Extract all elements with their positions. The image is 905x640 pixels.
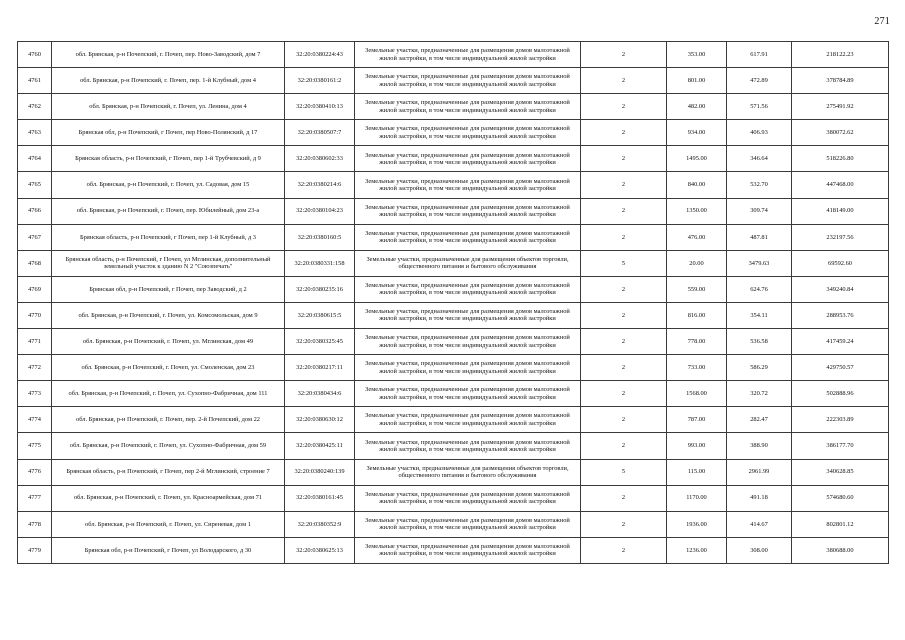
cadastral-number-cell: 32:20:0380214:6 <box>285 172 355 198</box>
row-number: 4771 <box>18 329 52 355</box>
specific-value-cell: 282.47 <box>727 407 792 433</box>
cadastral-value-cell: 518226.80 <box>792 146 889 172</box>
permitted-use-cell: Земельные участки, предназначенные для размещения домов малоэтажной жилой застройки, в том числе индивидуальной жилой застройки <box>355 42 581 68</box>
cadastral-value-cell: 386177.70 <box>792 433 889 459</box>
area-cell: 816.00 <box>667 302 727 328</box>
table-body <box>18 42 889 564</box>
table-row <box>18 146 889 172</box>
table-row <box>18 94 889 120</box>
address-cell: обл. Брянская, р-н Почепский, г. Почеп, ул. Садовая, дом 15 <box>52 172 285 198</box>
table-row <box>18 198 889 224</box>
specific-value-cell: 414.67 <box>727 511 792 537</box>
area-cell: 1936.00 <box>667 511 727 537</box>
table-row <box>18 511 889 537</box>
row-number: 4777 <box>18 485 52 511</box>
cadastral-value-cell: 418149.00 <box>792 198 889 224</box>
category-cell: 2 <box>581 381 667 407</box>
address-cell: обл. Брянская, р-н Почепский, г. Почеп, ул. Мглинская, дом 49 <box>52 329 285 355</box>
cadastral-number-cell: 32:20:0380160:5 <box>285 224 355 250</box>
category-cell: 2 <box>581 120 667 146</box>
category-cell: 2 <box>581 276 667 302</box>
cadastral-number-cell: 32:20:0380352:9 <box>285 511 355 537</box>
address-cell: Брянская обл, р-н Почепский, г Почеп, ул Володарского, д 30 <box>52 537 285 563</box>
address-cell: обл. Брянская, р-н Почепский, г. Почеп, ул. Красноармейская, дом 71 <box>52 485 285 511</box>
table-row <box>18 381 889 407</box>
permitted-use-cell: Земельные участки, предназначенные для размещения домов малоэтажной жилой застройки, в том числе индивидуальной жилой застройки <box>355 302 581 328</box>
cadastral-value-cell: 502888.96 <box>792 381 889 407</box>
cadastral-value-cell: 69592.60 <box>792 250 889 276</box>
table-row <box>18 485 889 511</box>
area-cell: 1568.00 <box>667 381 727 407</box>
row-number: 4770 <box>18 302 52 328</box>
table-row <box>18 355 889 381</box>
category-cell: 2 <box>581 172 667 198</box>
category-cell: 2 <box>581 198 667 224</box>
area-cell: 733.00 <box>667 355 727 381</box>
address-cell: обл. Брянская, р-н Почепский, г. Почеп, ул. Комсомольская, дом 9 <box>52 302 285 328</box>
cadastral-number-cell: 32:20:0380161:45 <box>285 485 355 511</box>
row-number: 4769 <box>18 276 52 302</box>
area-cell: 1495.00 <box>667 146 727 172</box>
area-cell: 934.00 <box>667 120 727 146</box>
permitted-use-cell: Земельные участки, предназначенные для размещения домов малоэтажной жилой застройки, в том числе индивидуальной жилой застройки <box>355 381 581 407</box>
specific-value-cell: 532.70 <box>727 172 792 198</box>
address-cell: Брянская область, р-н Почепский, г Почеп, пер 1-й Трубчевский, д 9 <box>52 146 285 172</box>
specific-value-cell: 388.90 <box>727 433 792 459</box>
address-cell: обл. Брянская, р-н Почепский, г. Почеп, ул. Ленина, дом 4 <box>52 94 285 120</box>
permitted-use-cell: Земельные участки, предназначенные для размещения домов малоэтажной жилой застройки, в том числе индивидуальной жилой застройки <box>355 68 581 94</box>
permitted-use-cell: Земельные участки, предназначенные для размещения домов малоэтажной жилой застройки, в том числе индивидуальной жилой застройки <box>355 224 581 250</box>
cadastral-value-cell: 275491.92 <box>792 94 889 120</box>
cadastral-number-cell: 32:20:0380625:13 <box>285 537 355 563</box>
category-cell: 2 <box>581 511 667 537</box>
specific-value-cell: 2961.99 <box>727 459 792 485</box>
address-cell: обл. Брянская, р-н Почепский, г. Почеп, ул. Сухопно-Фабричная, дом 111 <box>52 381 285 407</box>
address-cell: Брянская область, р-н Почепский, г Почеп, пер 2-й Мглинский, строение 7 <box>52 459 285 485</box>
table-row <box>18 459 889 485</box>
row-number: 4774 <box>18 407 52 433</box>
address-cell: обл. Брянская, р-н Почепский, г. Почеп, ул. Смоленская, дом 23 <box>52 355 285 381</box>
cadastral-number-cell: 32:20:0380224:43 <box>285 42 355 68</box>
category-cell: 2 <box>581 485 667 511</box>
permitted-use-cell: Земельные участки, предназначенные для размещения домов малоэтажной жилой застройки, в том числе индивидуальной жилой застройки <box>355 485 581 511</box>
specific-value-cell: 624.76 <box>727 276 792 302</box>
cadastral-value-cell: 232197.56 <box>792 224 889 250</box>
permitted-use-cell: Земельные участки, предназначенные для размещения домов малоэтажной жилой застройки, в том числе индивидуальной жилой застройки <box>355 355 581 381</box>
land-parcel-table <box>17 41 889 564</box>
cadastral-value-cell: 288953.76 <box>792 302 889 328</box>
cadastral-value-cell: 380072.62 <box>792 120 889 146</box>
cadastral-value-cell: 380688.00 <box>792 537 889 563</box>
table-row <box>18 172 889 198</box>
cadastral-value-cell: 447468.00 <box>792 172 889 198</box>
area-cell: 353.00 <box>667 42 727 68</box>
category-cell: 2 <box>581 433 667 459</box>
category-cell: 2 <box>581 224 667 250</box>
cadastral-number-cell: 32:20:0380240:139 <box>285 459 355 485</box>
area-cell: 476.00 <box>667 224 727 250</box>
address-cell: обл. Брянская, р-н Почепский, г. Почеп, ул. Сиреневая, дом 1 <box>52 511 285 537</box>
cadastral-value-cell: 429750.57 <box>792 355 889 381</box>
cadastral-number-cell: 32:20:0380425:11 <box>285 433 355 459</box>
cadastral-number-cell: 32:20:0380161:2 <box>285 68 355 94</box>
specific-value-cell: 491.18 <box>727 485 792 511</box>
table-row <box>18 407 889 433</box>
permitted-use-cell: Земельные участки, предназначенные для размещения объектов торговли, общественного питания и бытового обслуживания <box>355 250 581 276</box>
table-row <box>18 329 889 355</box>
table-row <box>18 537 889 563</box>
area-cell: 1170.00 <box>667 485 727 511</box>
address-cell: обл. Брянская, р-н Почепский, г. Почеп, пер. 1-й Клубный, дом 4 <box>52 68 285 94</box>
category-cell: 5 <box>581 459 667 485</box>
permitted-use-cell: Земельные участки, предназначенные для размещения домов малоэтажной жилой застройки, в том числе индивидуальной жилой застройки <box>355 407 581 433</box>
row-number: 4767 <box>18 224 52 250</box>
category-cell: 2 <box>581 537 667 563</box>
category-cell: 2 <box>581 355 667 381</box>
area-cell: 993.00 <box>667 433 727 459</box>
table-row <box>18 302 889 328</box>
address-cell: Брянская область, р-н Почепский, г Почеп, пер 1-й Клубный, д 3 <box>52 224 285 250</box>
cadastral-number-cell: 32:20:0380104:23 <box>285 198 355 224</box>
permitted-use-cell: Земельные участки, предназначенные для размещения домов малоэтажной жилой застройки, в том числе индивидуальной жилой застройки <box>355 198 581 224</box>
category-cell: 2 <box>581 94 667 120</box>
area-cell: 20.00 <box>667 250 727 276</box>
table-row <box>18 250 889 276</box>
specific-value-cell: 3479.63 <box>727 250 792 276</box>
permitted-use-cell: Земельные участки, предназначенные для размещения домов малоэтажной жилой застройки, в том числе индивидуальной жилой застройки <box>355 120 581 146</box>
row-number: 4761 <box>18 68 52 94</box>
specific-value-cell: 487.81 <box>727 224 792 250</box>
row-number: 4775 <box>18 433 52 459</box>
row-number: 4760 <box>18 42 52 68</box>
cadastral-value-cell: 222303.89 <box>792 407 889 433</box>
row-number: 4772 <box>18 355 52 381</box>
permitted-use-cell: Земельные участки, предназначенные для размещения домов малоэтажной жилой застройки, в том числе индивидуальной жилой застройки <box>355 511 581 537</box>
permitted-use-cell: Земельные участки, предназначенные для размещения домов малоэтажной жилой застройки, в том числе индивидуальной жилой застройки <box>355 329 581 355</box>
permitted-use-cell: Земельные участки, предназначенные для размещения домов малоэтажной жилой застройки, в том числе индивидуальной жилой застройки <box>355 276 581 302</box>
address-cell: обл. Брянская, р-н Почепский, г. Почеп, пер. 2-й Почепский, дом 22 <box>52 407 285 433</box>
row-number: 4765 <box>18 172 52 198</box>
row-number: 4764 <box>18 146 52 172</box>
specific-value-cell: 354.11 <box>727 302 792 328</box>
table-row <box>18 433 889 459</box>
table-row <box>18 42 889 68</box>
specific-value-cell: 472.89 <box>727 68 792 94</box>
cadastral-value-cell: 574680.60 <box>792 485 889 511</box>
specific-value-cell: 346.64 <box>727 146 792 172</box>
cadastral-number-cell: 32:20:0380630:12 <box>285 407 355 433</box>
specific-value-cell: 308.00 <box>727 537 792 563</box>
cadastral-number-cell: 32:20:0380325:45 <box>285 329 355 355</box>
area-cell: 482.00 <box>667 94 727 120</box>
specific-value-cell: 617.91 <box>727 42 792 68</box>
area-cell: 559.00 <box>667 276 727 302</box>
category-cell: 2 <box>581 407 667 433</box>
category-cell: 5 <box>581 250 667 276</box>
cadastral-value-cell: 378784.89 <box>792 68 889 94</box>
table-row <box>18 224 889 250</box>
row-number: 4776 <box>18 459 52 485</box>
area-cell: 1236.00 <box>667 537 727 563</box>
cadastral-number-cell: 32:20:0380602:33 <box>285 146 355 172</box>
category-cell: 2 <box>581 146 667 172</box>
row-number: 4766 <box>18 198 52 224</box>
row-number: 4778 <box>18 511 52 537</box>
cadastral-number-cell: 32:20:0380615:5 <box>285 302 355 328</box>
cadastral-value-cell: 802801.12 <box>792 511 889 537</box>
cadastral-number-cell: 32:20:0380410:13 <box>285 94 355 120</box>
cadastral-number-cell: 32:20:0380217:11 <box>285 355 355 381</box>
cadastral-value-cell: 218122.23 <box>792 42 889 68</box>
cadastral-number-cell: 32:20:0380331:158 <box>285 250 355 276</box>
category-cell: 2 <box>581 42 667 68</box>
table-row <box>18 276 889 302</box>
specific-value-cell: 536.58 <box>727 329 792 355</box>
permitted-use-cell: Земельные участки, предназначенные для размещения домов малоэтажной жилой застройки, в том числе индивидуальной жилой застройки <box>355 537 581 563</box>
area-cell: 778.00 <box>667 329 727 355</box>
permitted-use-cell: Земельные участки, предназначенные для размещения домов малоэтажной жилой застройки, в том числе индивидуальной жилой застройки <box>355 433 581 459</box>
specific-value-cell: 320.72 <box>727 381 792 407</box>
cadastral-number-cell: 32:20:0380235:16 <box>285 276 355 302</box>
area-cell: 1350.00 <box>667 198 727 224</box>
permitted-use-cell: Земельные участки, предназначенные для размещения домов малоэтажной жилой застройки, в том числе индивидуальной жилой застройки <box>355 172 581 198</box>
permitted-use-cell: Земельные участки, предназначенные для размещения домов малоэтажной жилой застройки, в том числе индивидуальной жилой застройки <box>355 146 581 172</box>
row-number: 4779 <box>18 537 52 563</box>
cadastral-value-cell: 349240.84 <box>792 276 889 302</box>
permitted-use-cell: Земельные участки, предназначенные для размещения домов малоэтажной жилой застройки, в том числе индивидуальной жилой застройки <box>355 94 581 120</box>
address-cell: обл. Брянская, р-н Почепский, г. Почеп, ул. Сухопно-Фабричная, дом 59 <box>52 433 285 459</box>
address-cell: Брянская обл, р-н Почепский, г Почеп, пер Заводский, д 2 <box>52 276 285 302</box>
category-cell: 2 <box>581 302 667 328</box>
cadastral-number-cell: 32:20:0380434:6 <box>285 381 355 407</box>
table-row <box>18 120 889 146</box>
address-cell: Брянская область, р-н Почепский, г Почеп, ул Мглинская, дополнительный земельный участок к зданию N 2 "Союзпечать" <box>52 250 285 276</box>
specific-value-cell: 586.29 <box>727 355 792 381</box>
row-number: 4762 <box>18 94 52 120</box>
area-cell: 115.00 <box>667 459 727 485</box>
area-cell: 801.00 <box>667 68 727 94</box>
row-number: 4768 <box>18 250 52 276</box>
category-cell: 2 <box>581 329 667 355</box>
address-cell: Брянская обл, р-н Почепский, г Почеп, пер Ново-Полянский, д 17 <box>52 120 285 146</box>
address-cell: обл. Брянская, р-н Почепский, г. Почеп, пер. Ново-Заводский, дом 7 <box>52 42 285 68</box>
specific-value-cell: 406.93 <box>727 120 792 146</box>
permitted-use-cell: Земельные участки, предназначенные для размещения объектов торговли, общественного питания и бытового обслуживания <box>355 459 581 485</box>
cadastral-value-cell: 417459.24 <box>792 329 889 355</box>
area-cell: 840.00 <box>667 172 727 198</box>
row-number: 4773 <box>18 381 52 407</box>
table-row <box>18 68 889 94</box>
page-number: 271 <box>874 16 890 27</box>
area-cell: 787.00 <box>667 407 727 433</box>
category-cell: 2 <box>581 68 667 94</box>
specific-value-cell: 571.56 <box>727 94 792 120</box>
row-number: 4763 <box>18 120 52 146</box>
specific-value-cell: 309.74 <box>727 198 792 224</box>
cadastral-value-cell: 340628.85 <box>792 459 889 485</box>
address-cell: обл. Брянская, р-н Почепский, г. Почеп, пер. Юбилейный, дом 23-а <box>52 198 285 224</box>
cadastral-number-cell: 32:20:0380507:7 <box>285 120 355 146</box>
